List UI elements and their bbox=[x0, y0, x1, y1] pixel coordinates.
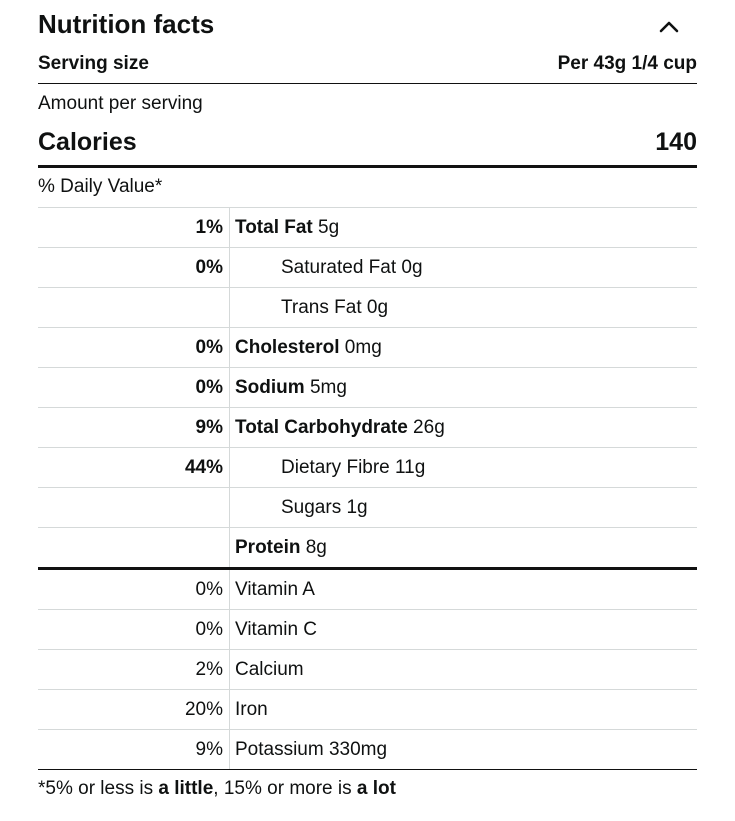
nutrient-name: Total Carbohydrate 26g bbox=[235, 417, 445, 438]
panel-title: Nutrition facts bbox=[38, 9, 215, 39]
nutrient-row-saturated-fat bbox=[38, 248, 697, 288]
daily-value-label: % Daily Value* bbox=[38, 176, 163, 197]
nutrient-row-sugars bbox=[38, 488, 697, 528]
daily-value-footnote: *5% or less is a little, 15% or more is a lot bbox=[38, 778, 396, 799]
amount-per-serving-label: Amount per serving bbox=[38, 93, 203, 114]
nutrient-pct: 9% bbox=[38, 408, 230, 447]
vitamin-name: Potassium 330mg bbox=[235, 739, 388, 760]
vitamin-name: Calcium bbox=[235, 659, 304, 680]
nutrient-name: Cholesterol 0mg bbox=[235, 337, 382, 358]
vitamin-row-calcium bbox=[38, 650, 697, 690]
vitamin-pct: 0% bbox=[38, 610, 230, 649]
nutrient-row-sodium bbox=[38, 368, 697, 408]
vitamin-row-potassium bbox=[38, 730, 697, 770]
nutrient-row-trans-fat bbox=[38, 288, 697, 328]
nutrition-header bbox=[38, 0, 697, 48]
nutrient-pct: 44% bbox=[38, 448, 230, 487]
nutrient-row-total-carbohydrate bbox=[38, 408, 697, 448]
calories-row bbox=[38, 122, 697, 168]
nutrient-pct bbox=[38, 288, 230, 327]
nutrient-name: Sodium 5mg bbox=[235, 377, 347, 398]
vitamin-name: Vitamin A bbox=[235, 579, 315, 600]
vitamin-pct: 2% bbox=[38, 650, 230, 689]
nutrient-name: Sugars 1g bbox=[281, 497, 368, 518]
vitamin-pct: 0% bbox=[38, 570, 230, 609]
nutrient-row-cholesterol bbox=[38, 328, 697, 368]
serving-size-row bbox=[38, 50, 697, 84]
nutrient-row-protein bbox=[38, 528, 697, 570]
calories-value: 140 bbox=[655, 128, 697, 156]
serving-size-label: Serving size bbox=[38, 53, 149, 74]
serving-size-value: Per 43g 1/4 cup bbox=[557, 53, 697, 74]
nutrient-pct: 0% bbox=[38, 328, 230, 367]
nutrient-pct: 1% bbox=[38, 208, 230, 247]
daily-value-header bbox=[38, 168, 697, 208]
vitamin-name: Iron bbox=[235, 699, 268, 720]
nutrient-pct bbox=[38, 488, 230, 527]
vitamin-name: Vitamin C bbox=[235, 619, 318, 640]
calories-label: Calories bbox=[38, 128, 137, 156]
vitamin-row-vitamin-a bbox=[38, 570, 697, 610]
nutrient-pct: 0% bbox=[38, 368, 230, 407]
nutrient-table bbox=[38, 208, 697, 570]
nutrient-pct: 0% bbox=[38, 248, 230, 287]
vitamin-row-vitamin-c bbox=[38, 610, 697, 650]
nutrient-pct bbox=[38, 528, 230, 567]
nutrient-row-total-fat bbox=[38, 208, 697, 248]
vitamin-pct: 9% bbox=[38, 730, 230, 769]
vitamin-row-iron bbox=[38, 690, 697, 730]
vitamin-pct: 20% bbox=[38, 690, 230, 729]
nutrient-name: Total Fat 5g bbox=[235, 217, 340, 238]
collapse-button[interactable] bbox=[653, 12, 685, 40]
nutrient-name: Protein 8g bbox=[235, 537, 327, 558]
vitamin-table bbox=[38, 570, 697, 770]
nutrient-name: Saturated Fat 0g bbox=[281, 257, 423, 278]
nutrient-name: Trans Fat 0g bbox=[281, 297, 389, 318]
nutrient-name: Dietary Fibre 11g bbox=[281, 457, 426, 478]
nutrient-row-dietary-fibre bbox=[38, 448, 697, 488]
chevron-up-icon bbox=[653, 12, 685, 40]
